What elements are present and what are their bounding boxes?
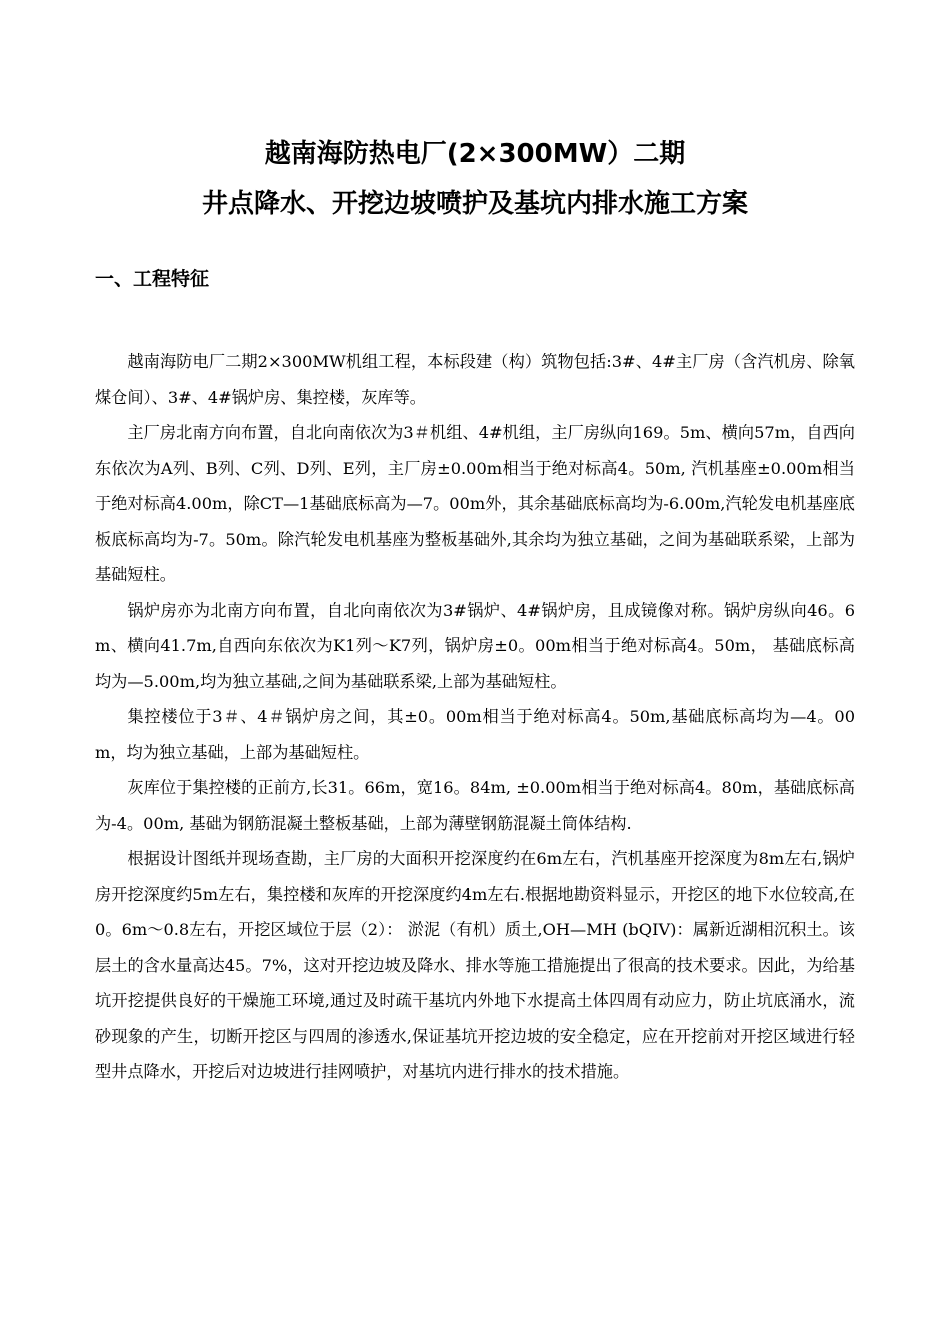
paragraph-scope: 越南海防电厂二期2×300MW机组工程，本标段建（构）筑物包括:3#、4#主厂房（含汽机房、除氧煤仓间）、3#、4#锅炉房、集控楼，灰库等。 bbox=[95, 352, 855, 407]
document-title-line-2: 井点降水、开挖边坡喷护及基坑内排水施工方案 bbox=[201, 189, 748, 219]
paragraph-excavation-dewatering: 根据设计图纸并现场查勘，主厂房的大面积开挖深度约在6m左右，汽机基座开挖深度为8m左右,锅炉房开挖深度约5m左右，集控楼和灰库的开挖深度约4m左右.根据地勘资料显示，开挖区的地下水位较高,在0。6m～0.8左右，开挖区域位于层（2）： 淤泥（有机）质土,OH—MH (bQIV)：属新近湖相沉积土。该层土的含水量高达45。7%，这对开挖边坡及降水、排水等施工措施提出了很高的技术要求。因此，为给基坑开挖提供良好的干燥施工环境,通过及时疏干基坑内外地下水提高土体四周有动应力，防止坑底涌水，流砂现象的产生，切断开挖区与四周的渗透水,保证基坑开挖边坡的安全稳定，应在开挖前对开挖区域进行轻型井点降水，开挖后对边坡进行挂网喷护，对基坑内进行排水的技术措施。 bbox=[95, 849, 855, 1081]
paragraph-boiler-house: 锅炉房亦为北南方向布置，自北向南依次为3#锅炉、4#锅炉房，且成镜像对称。锅炉房纵向46。6m、横向41.7m,自西向东依次为K1列～K7列，锅炉房±0。00m相当于绝对标高4。50m， 基础底标高均为—5.00m,均为独立基础,之间为基础联系梁,上部为基础短柱。 bbox=[95, 600, 855, 691]
section-heading-engineering-features: 一、工程特征 bbox=[95, 268, 210, 290]
section-body bbox=[95, 344, 855, 1090]
document-title-line-1: 越南海防热电厂(2×300MW）二期 bbox=[264, 139, 686, 169]
paragraph-ash-silo: 灰库位于集控楼的正前方,长31。66m，宽16。84m, ±0.00m相当于绝对标高4。80m，基础底标高为-4。00m, 基础为钢筋混凝土整板基础，上部为薄壁钢筋混凝土筒体结构. bbox=[95, 778, 855, 833]
paragraph-control-building: 集控楼位于3＃、4＃锅炉房之间，其±0。00m相当于绝对标高4。50m,基础底标高均为—4。00m，均为独立基础，上部为基础短柱。 bbox=[95, 707, 855, 762]
paragraph-main-building: 主厂房北南方向布置，自北向南依次为3＃机组、4#机组，主厂房纵向169。5m、横向57m，自西向东依次为A列、B列、C列、D列、E列，主厂房±0.00m相当于绝对标高4。50m, 汽机基座±0.00m相当于绝对标高4.00m，除CT—1基础底标高为—7。00m外，其余基础底标高均为-6.00m,汽轮发电机基座底板底标高均为-7。50m。除汽轮发电机基座为整板基础外,其余均为独立基础，之间为基础联系梁，上部为基础短柱。 bbox=[95, 423, 855, 584]
